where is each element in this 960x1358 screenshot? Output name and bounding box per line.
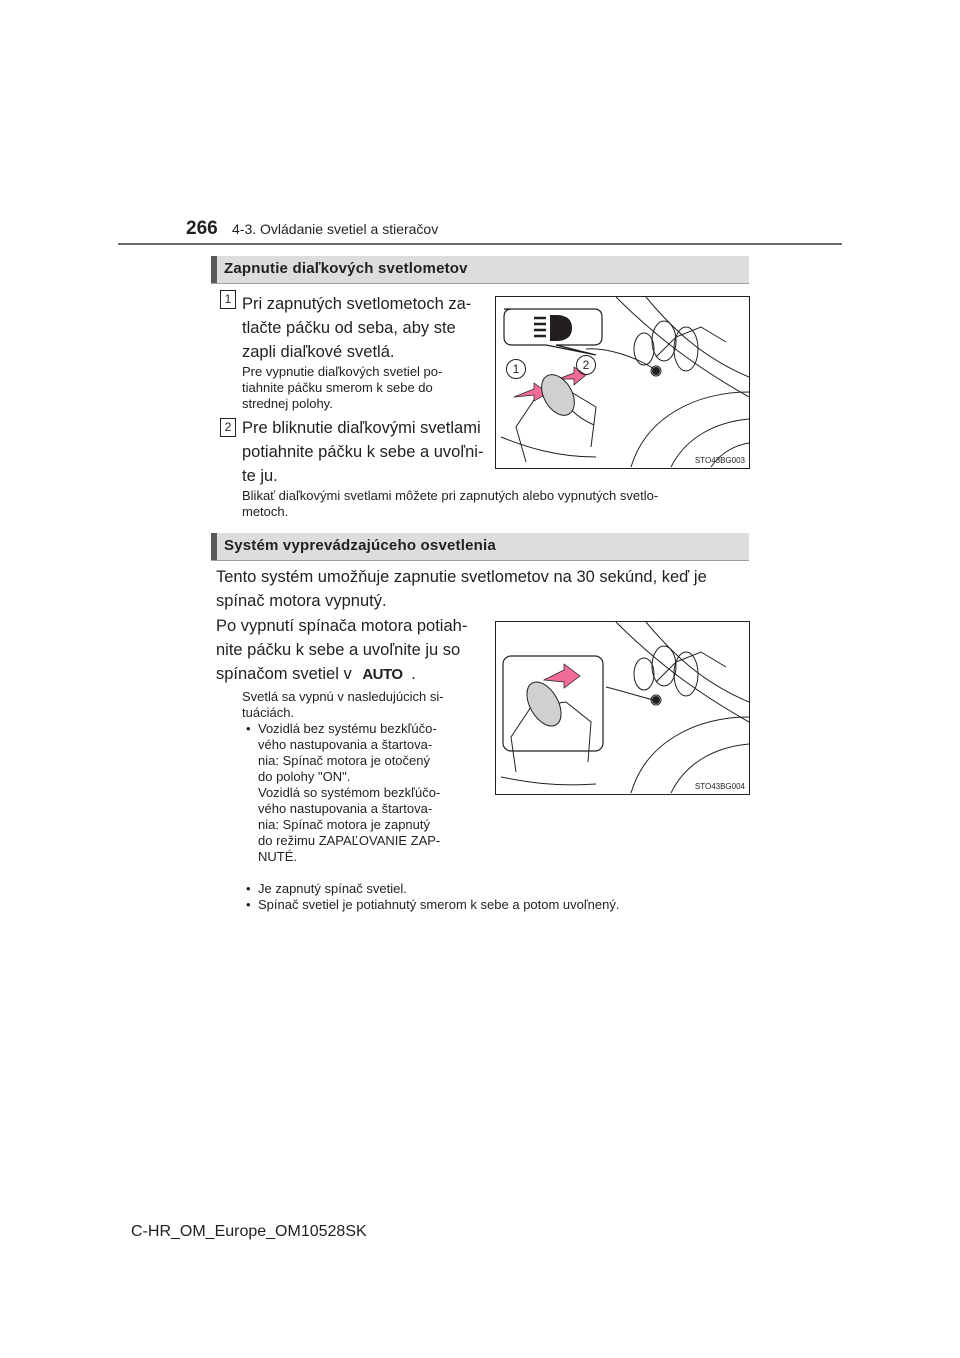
note-line: Blikať diaľkovými svetlami môžete pri zapnutých alebo vypnutých svetlo- — [242, 488, 659, 503]
section-heading-title: Systém vyprevádzajúceho osvetlenia — [224, 537, 496, 554]
section-heading-high-beam — [211, 256, 749, 283]
step-1-note — [242, 364, 487, 412]
section-2-intro — [216, 565, 746, 613]
bullet-glyph: • — [246, 881, 251, 896]
bullet-line: do polohy "ON". — [258, 769, 351, 784]
callout-2: 2 — [576, 355, 596, 375]
note-line: Pre vypnutie diaľkových svetiel po- — [242, 364, 443, 379]
section-heading-bar — [211, 533, 217, 560]
para-line: spínačom svetiel v — [216, 665, 352, 683]
figure-escort-lighting-lever — [495, 621, 750, 795]
bullet-line: Je zapnutý spínač svetiel. — [258, 881, 407, 896]
bullet-line: NUTÉ. — [258, 849, 297, 864]
bullet-2 — [246, 881, 751, 897]
bullet-glyph: • — [246, 721, 251, 736]
section-1-note — [242, 488, 747, 520]
note-line: metoch. — [242, 504, 289, 519]
note-line: tuáciách. — [242, 705, 295, 720]
bullet-line: Vozidlá so systémom bezkľúčo- — [258, 785, 441, 800]
figure-code: STO43BG004 — [694, 782, 745, 791]
page-number: 266 — [186, 218, 218, 239]
section-heading-title: Zapnutie diaľkových svetlometov — [224, 260, 468, 277]
section-heading-escort-lighting — [211, 533, 749, 560]
section-underline — [211, 283, 749, 284]
steering-column-illustration — [496, 622, 749, 794]
step-1-line: zapli diaľkové svetlá. — [242, 343, 395, 361]
step-number-2: 2 — [220, 418, 236, 437]
callout-1: 1 — [506, 359, 526, 379]
bullet-line: Vozidlá bez systému bezkľúčo- — [258, 721, 437, 736]
para-line-last — [216, 662, 488, 687]
bullet-line: vého nastupovania a štartova- — [258, 801, 433, 816]
note-line: strednej polohy. — [242, 396, 333, 411]
bullet-line: do režimu ZAPAĽOVANIE ZAP- — [258, 833, 441, 848]
step-2-line: te ju. — [242, 467, 278, 485]
step-1-line: Pri zapnutých svetlometoch za- — [242, 295, 472, 313]
bullet-1 — [246, 721, 491, 865]
step-2-text — [242, 416, 487, 488]
step-2-line: Pre bliknutie diaľkovými svetlami — [242, 419, 481, 437]
note-line: Svetlá sa vypnú v nasledujúcich si- — [242, 689, 444, 704]
step-1-line: tlačte páčku od seba, aby ste — [242, 319, 456, 337]
step-number-1: 1 — [220, 290, 236, 309]
para-end: . — [411, 665, 416, 683]
para-line: Po vypnutí spínača motora potiah- — [216, 617, 468, 635]
bullet-line: nia: Spínač motora je otočený — [258, 753, 430, 768]
bullet-3 — [246, 897, 751, 913]
auto-position-icon: AUTO — [362, 666, 403, 683]
section-2-paragraph — [216, 614, 488, 687]
bullet-line: vého nastupovania a štartova- — [258, 737, 433, 752]
bullet-line: nia: Spínač motora je zapnutý — [258, 817, 430, 832]
section-heading-bar — [211, 256, 217, 283]
step-2-line: potiahnite páčku k sebe a uvoľni- — [242, 443, 484, 461]
bullet-line: Spínač svetiel je potiahnutý smerom k sebe a potom uvoľnený. — [258, 897, 620, 912]
high-beam-icon — [532, 313, 574, 343]
intro-line: spínač motora vypnutý. — [216, 592, 387, 610]
section-underline — [211, 560, 749, 561]
header-rule — [118, 243, 842, 245]
step-1-text — [242, 292, 487, 364]
section-2-note — [242, 689, 487, 721]
note-line: tiahnite páčku smerom k sebe do — [242, 380, 433, 395]
intro-line: Tento systém umožňuje zapnutie svetlometov na 30 sekúnd, keď je — [216, 568, 707, 586]
figure-code: STO43BG003 — [694, 456, 745, 465]
para-line: nite páčku k sebe a uvoľnite ju so — [216, 641, 461, 659]
running-head: 4-3. Ovládanie svetiel a stieračov — [232, 221, 439, 237]
document-id: C-HR_OM_Europe_OM10528SK — [131, 1223, 367, 1240]
figure-high-beam-lever — [495, 296, 750, 469]
bullet-glyph: • — [246, 897, 251, 912]
